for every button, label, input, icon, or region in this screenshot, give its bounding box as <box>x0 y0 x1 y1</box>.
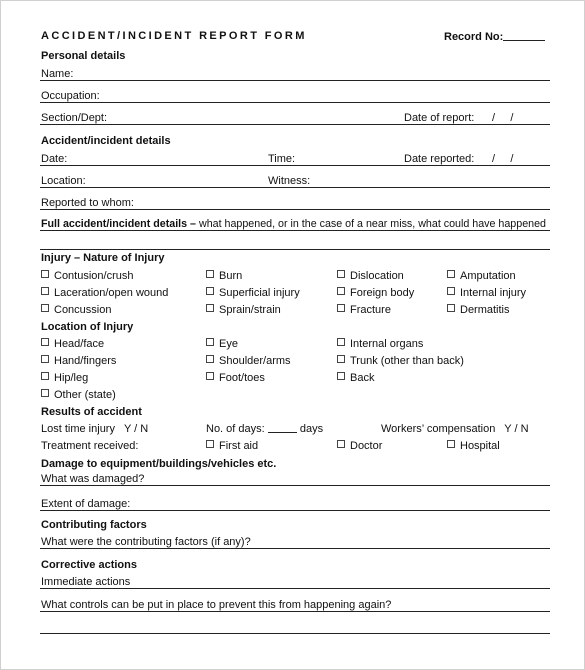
prevent-question: What controls can be put in place to prevent this from happening again? <box>41 599 392 611</box>
checkbox-other[interactable]: Other (state) <box>41 389 116 401</box>
witness-label: Witness: <box>268 175 311 187</box>
occupation-line[interactable] <box>40 102 550 103</box>
checkbox-icon <box>41 355 49 363</box>
injury-nature-heading: Injury – Nature of Injury <box>41 252 165 264</box>
location-witness-line[interactable] <box>40 187 550 188</box>
checkbox-icon <box>337 304 345 312</box>
checkbox-shoulder-arms[interactable]: Shoulder/arms <box>206 355 291 367</box>
contributing-question: What were the contributing factors (if any)? <box>41 536 251 548</box>
prevent-line-1[interactable] <box>40 611 550 612</box>
checkbox-head-face[interactable]: Head/face <box>41 338 104 350</box>
checkbox-hospital[interactable]: Hospital <box>447 440 500 452</box>
section-dept-label: Section/Dept: <box>41 112 108 124</box>
checkbox-icon <box>337 338 345 346</box>
full-details-label: Full accident/incident details – what happened, or in the case of a near miss, what could have happened <box>41 218 546 230</box>
checkbox-back[interactable]: Back <box>337 372 374 384</box>
checkbox-burn[interactable]: Burn <box>206 270 242 282</box>
location-injury-heading: Location of Injury <box>41 321 134 333</box>
results-heading: Results of accident <box>41 406 142 418</box>
days-prefix: No. of days: <box>206 423 265 435</box>
full-details-line-2[interactable] <box>40 249 550 250</box>
date-reported-slashes: / / <box>492 153 514 165</box>
checkbox-icon <box>41 287 49 295</box>
immediate-actions-label: Immediate actions <box>41 576 131 588</box>
prevent-line-2[interactable] <box>40 633 550 634</box>
reported-to-line[interactable] <box>40 209 550 210</box>
occupation-label: Occupation: <box>41 90 100 102</box>
date-of-report-label: Date of report: <box>404 112 475 124</box>
checkbox-fracture[interactable]: Fracture <box>337 304 391 316</box>
checkbox-trunk[interactable]: Trunk (other than back) <box>337 355 464 367</box>
location-label: Location: <box>41 175 86 187</box>
checkbox-concussion[interactable]: Concussion <box>41 304 111 316</box>
date-of-report-slashes: / / <box>492 112 514 124</box>
form-title: ACCIDENT/INCIDENT REPORT FORM <box>41 30 307 42</box>
extent-damage-line[interactable] <box>40 510 550 511</box>
checkbox-icon <box>41 372 49 380</box>
checkbox-icon <box>447 287 455 295</box>
treatment-label: Treatment received: <box>41 440 139 452</box>
checkbox-contusion[interactable]: Contusion/crush <box>41 270 134 282</box>
date-time-line[interactable] <box>40 165 550 166</box>
name-line[interactable] <box>40 80 550 81</box>
checkbox-icon <box>206 338 214 346</box>
record-number-blank[interactable] <box>503 40 545 41</box>
checkbox-icon <box>41 304 49 312</box>
checkbox-icon <box>337 270 345 278</box>
days-blank[interactable] <box>268 432 297 433</box>
date-reported-label: Date reported: <box>404 153 475 165</box>
checkbox-first-aid[interactable]: First aid <box>206 440 258 452</box>
checkbox-doctor[interactable]: Doctor <box>337 440 382 452</box>
checkbox-internal-organs[interactable]: Internal organs <box>337 338 423 350</box>
contributing-heading: Contributing factors <box>41 519 147 531</box>
checkbox-icon <box>206 355 214 363</box>
checkbox-icon <box>206 372 214 380</box>
checkbox-icon <box>447 440 455 448</box>
reported-to-label: Reported to whom: <box>41 197 134 209</box>
immediate-actions-line[interactable] <box>40 588 550 589</box>
checkbox-icon <box>447 270 455 278</box>
checkbox-amputation[interactable]: Amputation <box>447 270 516 282</box>
checkbox-icon <box>41 389 49 397</box>
personal-details-heading: Personal details <box>41 50 126 62</box>
checkbox-icon <box>337 372 345 380</box>
checkbox-icon <box>206 270 214 278</box>
checkbox-laceration[interactable]: Laceration/open wound <box>41 287 168 299</box>
checkbox-icon <box>41 338 49 346</box>
full-details-line-1[interactable] <box>40 230 550 231</box>
checkbox-icon <box>337 287 345 295</box>
checkbox-icon <box>206 287 214 295</box>
days-field[interactable] <box>206 423 323 435</box>
checkbox-internal-injury[interactable]: Internal injury <box>447 287 526 299</box>
checkbox-eye[interactable]: Eye <box>206 338 238 350</box>
checkbox-icon <box>447 304 455 312</box>
damage-heading: Damage to equipment/buildings/vehicles etc. <box>41 458 277 470</box>
accident-date-label: Date: <box>41 153 68 165</box>
checkbox-dislocation[interactable]: Dislocation <box>337 270 404 282</box>
checkbox-sprain[interactable]: Sprain/strain <box>206 304 281 316</box>
what-damaged-label: What was damaged? <box>41 473 145 485</box>
checkbox-icon <box>206 440 214 448</box>
checkbox-icon <box>206 304 214 312</box>
checkbox-icon <box>337 440 345 448</box>
what-damaged-line[interactable] <box>40 485 550 486</box>
workers-comp-label[interactable]: Workers’ compensation Y / N <box>381 423 529 435</box>
section-dept-line[interactable] <box>40 124 550 125</box>
checkbox-icon <box>337 355 345 363</box>
lost-time-injury-label[interactable]: Lost time injury Y / N <box>41 423 149 435</box>
name-label: Name: <box>41 68 74 80</box>
record-number-field[interactable] <box>444 31 545 43</box>
checkbox-foreign-body[interactable]: Foreign body <box>337 287 414 299</box>
checkbox-hip-leg[interactable]: Hip/leg <box>41 372 88 384</box>
checkbox-icon <box>41 270 49 278</box>
extent-damage-label: Extent of damage: <box>41 498 131 510</box>
checkbox-dermatitis[interactable]: Dermatitis <box>447 304 510 316</box>
corrective-heading: Corrective actions <box>41 559 137 571</box>
checkbox-superficial[interactable]: Superficial injury <box>206 287 300 299</box>
accident-time-label: Time: <box>268 153 296 165</box>
contributing-line[interactable] <box>40 548 550 549</box>
checkbox-foot-toes[interactable]: Foot/toes <box>206 372 265 384</box>
accident-details-heading: Accident/incident details <box>41 135 171 147</box>
checkbox-hand-fingers[interactable]: Hand/fingers <box>41 355 116 367</box>
record-number-label: Record No: <box>444 31 504 43</box>
days-suffix: days <box>299 423 324 435</box>
